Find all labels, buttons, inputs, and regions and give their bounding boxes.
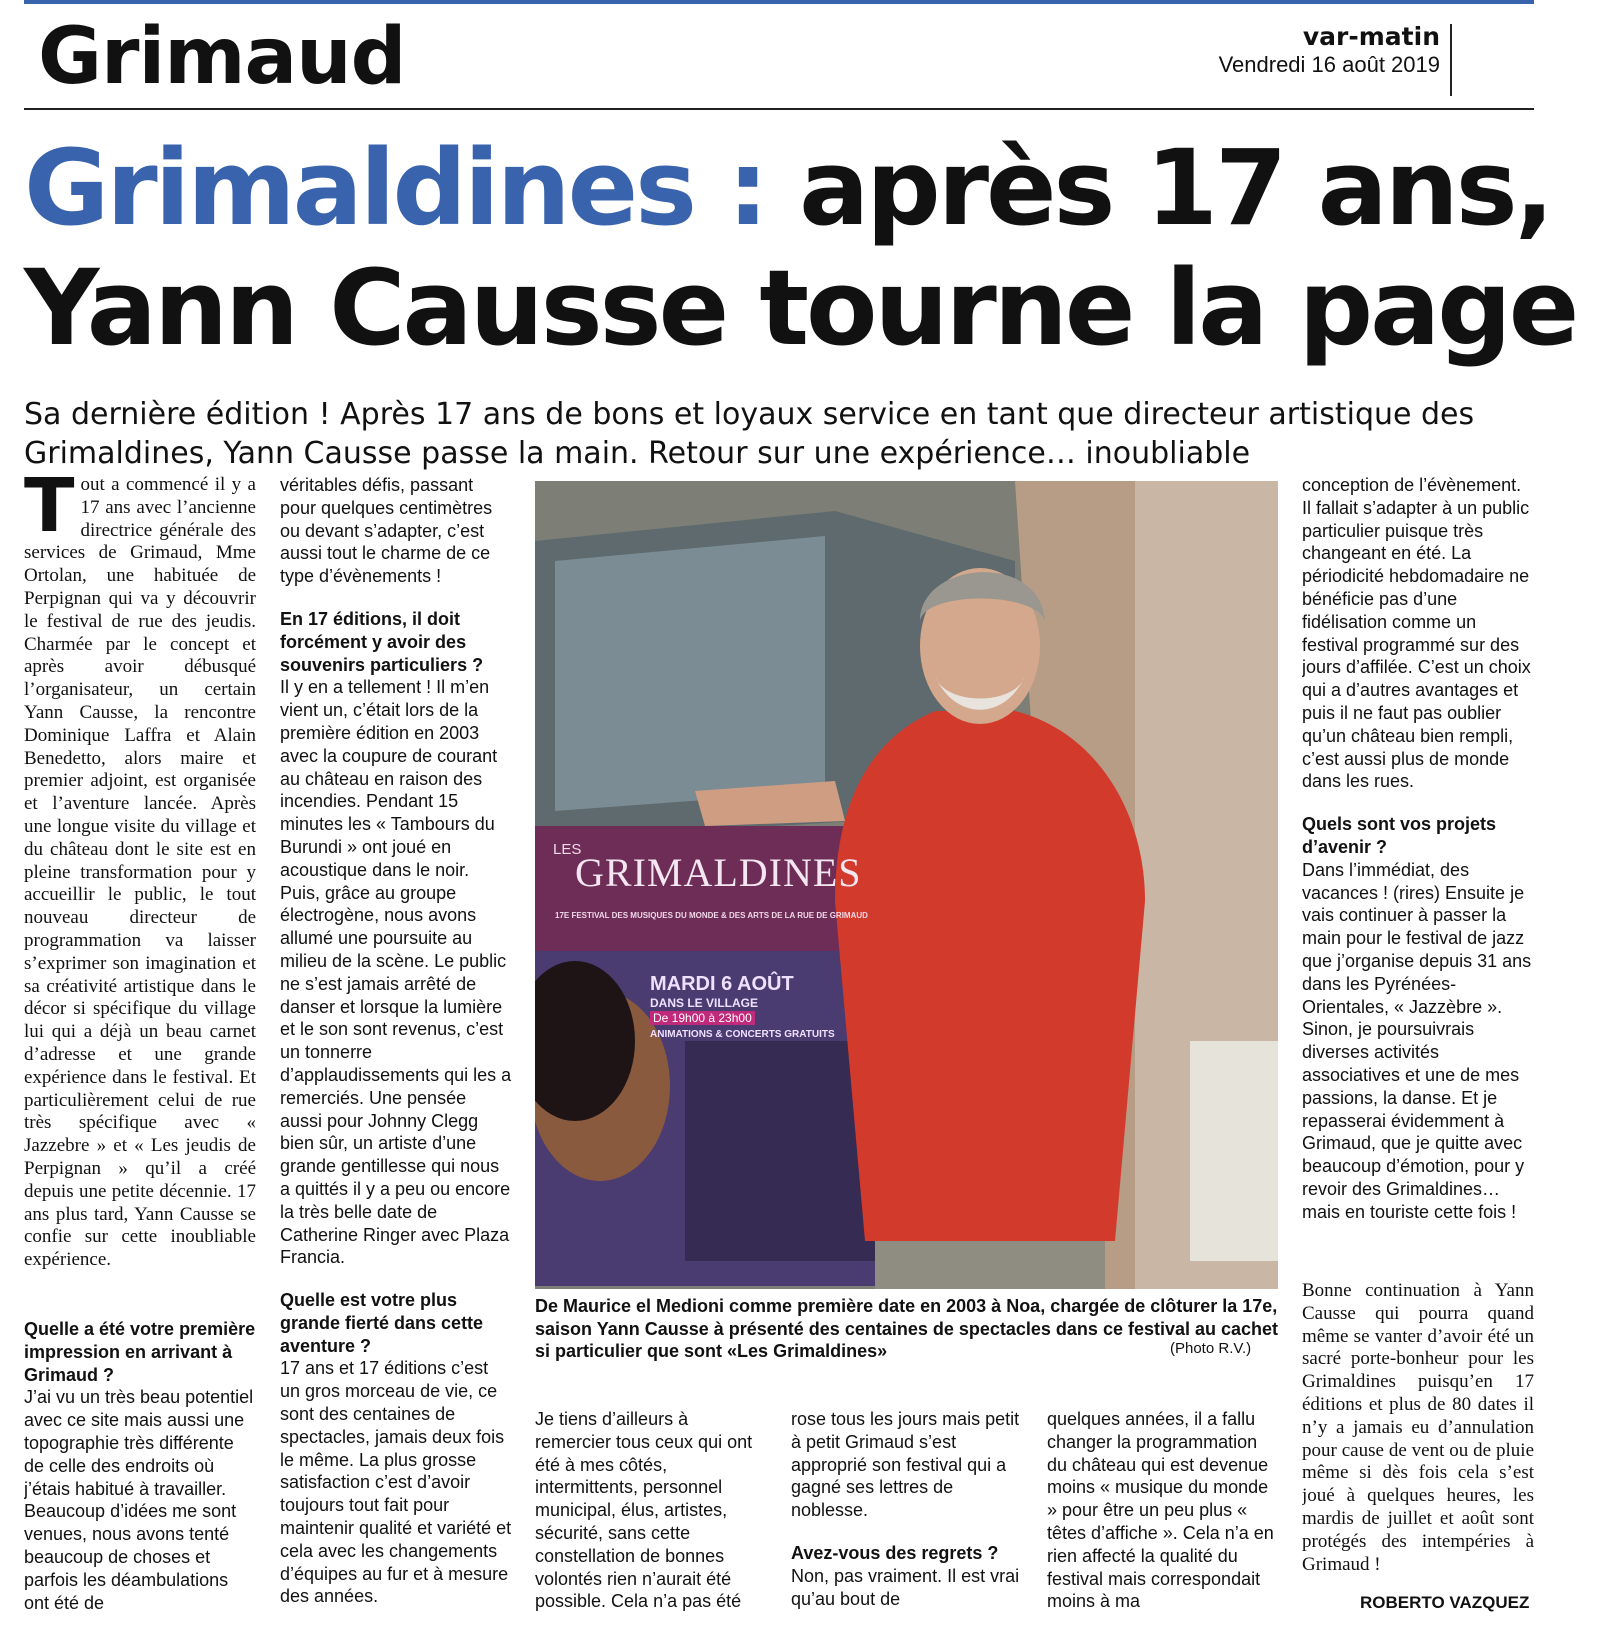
column-6: [1302, 474, 1534, 1274]
header-rule: [24, 108, 1534, 110]
column-6-text: conception de l’évènement. Il fallait s’adapter à un public particulier puisque très changeant en été. La périodicité hebdomadaire ne bénéficie pas d’une fidélisation comme un festival programmé sur des jours d’affilée. C’est un choix qui a d’autres avantages et puis il ne faut pas oublier qu’un château bien rempli, c’est aussi plus de monde dans les rues.: [1302, 475, 1531, 792]
headline: [24, 128, 1584, 368]
column-4-text: rose tous les jours mais petit à petit Grimaud s’est approprié son festival qui a gagné ses lettres de noblesse.: [791, 1409, 1020, 1521]
answer-1: J’ai vu un très beau potentiel avec ce site mais aussi une topographie très différente de celle des endroits où j’étais habitué à travailler. Beaucoup d’idées me sont venues, nous avons tenté beaucoup de choses et parfois les déambulations ont été de: [24, 1387, 254, 1613]
section-town: Grimaud: [38, 12, 406, 102]
poster-animations: ANIMATIONS & CONCERTS GRATUITS: [650, 1029, 835, 1040]
answer-1-end: véritables défis, passant pour quelques centimètres ou devant s’adapter, c’est aussi tout le charme de ce type d’évènements !: [280, 475, 493, 587]
drop-cap: T: [24, 474, 75, 549]
column-2: [280, 474, 512, 1624]
poster-place: DANS LE VILLAGE: [650, 996, 759, 1010]
poster-subtitle: 17E FESTIVAL DES MUSIQUES DU MONDE & DES ARTS DE LA RUE DE GRIMAUD: [555, 911, 868, 920]
headline-rest: après 17 ans,: [765, 127, 1552, 249]
closing-paragraph: [1302, 1280, 1534, 1588]
poster-hours: De 19h00 à 23h00: [650, 1011, 755, 1025]
column-4: [791, 1408, 1023, 1628]
question-2: En 17 éditions, il doit forcément y avoir des souvenirs particuliers ?: [280, 608, 484, 675]
column-3: [535, 1408, 767, 1628]
newspaper-brand: var-matin: [1302, 22, 1440, 51]
issue-date: Vendredi 16 août 2019: [1218, 52, 1440, 77]
intro-text: out a commencé il y a 17 ans avec l’ancienne directrice générale des services de Grimaud, Mme Ortolan, une habituée de Perpignan qui va y découvrir le festival de rue des jeudis. Charmée par le concept et après avoir débusqué l’organisateur, un certain Yann Causse, la rencontre Dominique Laffra et Alain Benedetto, alors maire et premier adjoint, est organisée et l’aventure lancée. Après une longue visite du village et du château dont le site est en pleine transformation pour y accueillir le public, le tout nouveau directeur de programmation va laisser s’exprimer son imagination et sa créativité artistique dans le décor si spécifique du village lui qui a déjà un beau carnet d’adresse et une grande expérience dans le festival. Et particulièrement celui de rue très spécifique avec « Jazzebre » et « Les jeudis de Perpignan » qu’il a créé depuis une petite décennie. 17 ans plus tard, Yann Causse se confie sur cette inoubliable expérience.: [24, 474, 256, 1271]
poster-title: GRIMALDINES: [575, 850, 862, 895]
answer-3: 17 ans et 17 éditions c’est un gros morceau de vie, ce sont des centaines de spectacles, jamais deux fois le même. La plus grosse satisfaction c’est d’avoir toujours tout fait pour maintenir qualité et variété et cela avec les changements d’équipes au fur et à mesure des années.: [280, 1358, 512, 1607]
article-photo: [535, 481, 1278, 1289]
question-5: Quels sont vos projets d’avenir ?: [1302, 814, 1497, 857]
top-accent-line: [24, 0, 1534, 4]
lede: Sa dernière édition ! Après 17 ans de bons et loyaux service en tant que directeur artistique des Grimaldines, Yann Causse passe la main. Retour sur une expérience… inoubliable: [24, 397, 1475, 471]
column-5-text: quelques années, il a fallu changer la programmation du château qui est devenue moins « musique du monde » pour être un peu plus « têtes d’affiche ». Cela n’a en rien affecté la qualité du festival mais correspondait moins à ma: [1047, 1409, 1274, 1612]
headline-highlight: Grimaldines :: [24, 127, 766, 249]
answer-4: Non, pas vraiment. Il est vrai qu’au bout de: [791, 1565, 1020, 1609]
photo-caption: De Maurice el Medioni comme première date en 2003 à Noa, chargée de clôturer la 17e, saison Yann Causse à présenté des centaines de spectacles dans ce festival au cachet si particulier que sont «Les Grimaldines»: [535, 1296, 1279, 1361]
column-5: [1047, 1408, 1279, 1628]
question-1: Quelle a été votre première impression en arrivant à Grimaud ?: [24, 1319, 256, 1385]
poster-small-label: LES: [553, 841, 582, 858]
answer-2: Il y en a tellement ! Il m’en vient un, c’était lors de la première édition en 2003 avec la coupure de courant au château en raison des incendies. Pendant 15 minutes les « Tambours du Burundi » ont joué en acoustique dans le noir. Puis, grâce au groupe électrogène, nous avons allumé une poursuite au milieu de la scène. Le public ne s’est jamais arrêté de danser et lorsque la lumière et le son sont revenus, c’est un tonnerre d’applaudissements qui les a remerciés. Une pensée aussi pour Johnny Clegg bien sûr, un artiste d’une grande gentillesse qui nous a quittés il y a peu ou encore la très belle date de Catherine Ringer avec Plaza Francia.: [280, 677, 512, 1268]
column-3-text: Je tiens d’ailleurs à remercier tous ceux qui ont été à mes côtés, intermittents, personnel municipal, élus, artistes, sécurité, sans cette constellation de bonnes volontés rien n’aurait été possible. Cela n’a pas été: [535, 1409, 753, 1612]
question-3: Quelle est votre plus grande fierté dans cette aventure ?: [280, 1290, 484, 1356]
header-divider: [1450, 24, 1452, 96]
closing-text: Bonne continuation à Yann Causse qui pourra quand même se vanter d’avoir été un sacré porte-bonheur pour les Grimaldines puisqu’en 17 éditions et plus de 80 dates il n’y a jamais eu d’annulation pour cause de vent ou de pluie même si dès fois cela s’est joué à quelques heures, les mardis de juillet et août sont protégés des intempéries à Grimaud !: [1302, 1280, 1534, 1575]
answer-5: Dans l’immédiat, des vacances ! (rires) Ensuite je vais continuer à passer la main pour le festival de jazz que j’organise depuis 31 ans dans les Pyrénées-Orientales, « Jazzèbre ». Sinon, je poursuivrais diverses activités associatives et une de mes passions, la danse. Et je repasserai évidemment à Grimaud, que je quitte avec beaucoup d’émotion, pour y revoir des Grimaldines… mais en touriste cette fois !: [1302, 859, 1532, 1222]
column-1-interview: [24, 1318, 256, 1618]
question-4: Avez-vous des regrets ?: [791, 1542, 999, 1563]
poster-date: MARDI 6 AOÛT: [650, 973, 794, 995]
headline-line2: Yann Causse tourne la page: [24, 247, 1577, 369]
byline: ROBERTO VAZQUEZ: [1360, 1593, 1530, 1612]
photo-credit: (Photo R.V.): [1170, 1340, 1252, 1357]
